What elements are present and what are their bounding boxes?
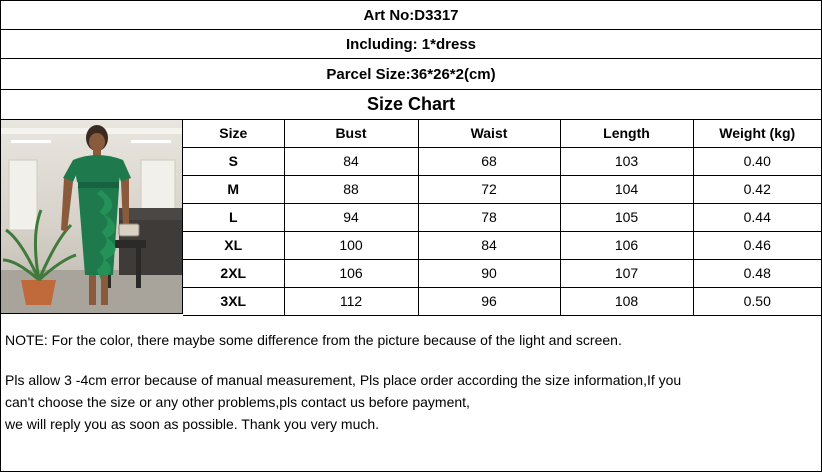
table-row [183,287,821,315]
size-cell: 3XL [183,287,284,315]
header-bust: Bust [284,120,418,147]
size-cell: S [183,147,284,175]
including-text: Including: 1*dress [345,35,477,53]
size-chart-title-row [1,90,821,120]
size-cell: M [183,175,284,203]
table-row [183,231,821,259]
waist-cell: 84 [418,231,560,259]
table-row [183,259,821,287]
weight-cell: 0.50 [693,287,821,315]
header-waist: Waist [418,120,560,147]
waist-cell: 90 [418,259,560,287]
weight-cell: 0.40 [693,147,821,175]
notes-section [5,323,817,435]
size-cell: XL [183,231,284,259]
weight-cell: 0.44 [693,203,821,231]
length-cell: 107 [560,259,693,287]
length-cell: 103 [560,147,693,175]
parcel-size-row [1,59,821,90]
bust-cell: 88 [284,175,418,203]
length-cell: 104 [560,175,693,203]
green-dress-model-photo-icon [1,120,182,313]
waist-cell: 72 [418,175,560,203]
table-row [183,147,821,175]
bust-cell: 112 [284,287,418,315]
weight-cell: 0.42 [693,175,821,203]
weight-cell: 0.48 [693,259,821,287]
art-number: Art No:D3317 [363,6,459,24]
including-row [1,30,821,59]
size-chart-table [183,120,821,316]
size-cell: L [183,203,284,231]
waist-cell: 78 [418,203,560,231]
bust-cell: 84 [284,147,418,175]
header-length: Length [560,120,693,147]
bust-cell: 100 [284,231,418,259]
color-note: NOTE: For the color, there maybe some difference from the picture because of the light and screen. [5,332,622,348]
length-cell: 108 [560,287,693,315]
waist-cell: 96 [418,287,560,315]
bust-cell: 94 [284,203,418,231]
header-weight: Weight (kg) [693,120,821,147]
table-header-row [183,120,821,147]
waist-cell: 68 [418,147,560,175]
table-row [183,203,821,231]
weight-cell: 0.46 [693,231,821,259]
error-note-line-2: can't choose the size or any other problems,pls contact us before payment, [5,394,470,410]
parcel-size-text: Parcel Size:36*26*2(cm) [326,65,496,83]
bust-cell: 106 [284,259,418,287]
table-row [183,175,821,203]
length-cell: 106 [560,231,693,259]
error-note-line-1: Pls allow 3 -4cm error because of manual measurement, Pls place order according the size information,If you [5,372,682,388]
header-size: Size [183,120,284,147]
product-photo [1,120,183,314]
error-note-line-3: we will reply you as soon as possible. Thank you very much. [5,416,380,432]
size-chart-title: Size Chart [366,94,456,114]
art-number-row [1,1,821,30]
length-cell: 105 [560,203,693,231]
size-cell: 2XL [183,259,284,287]
